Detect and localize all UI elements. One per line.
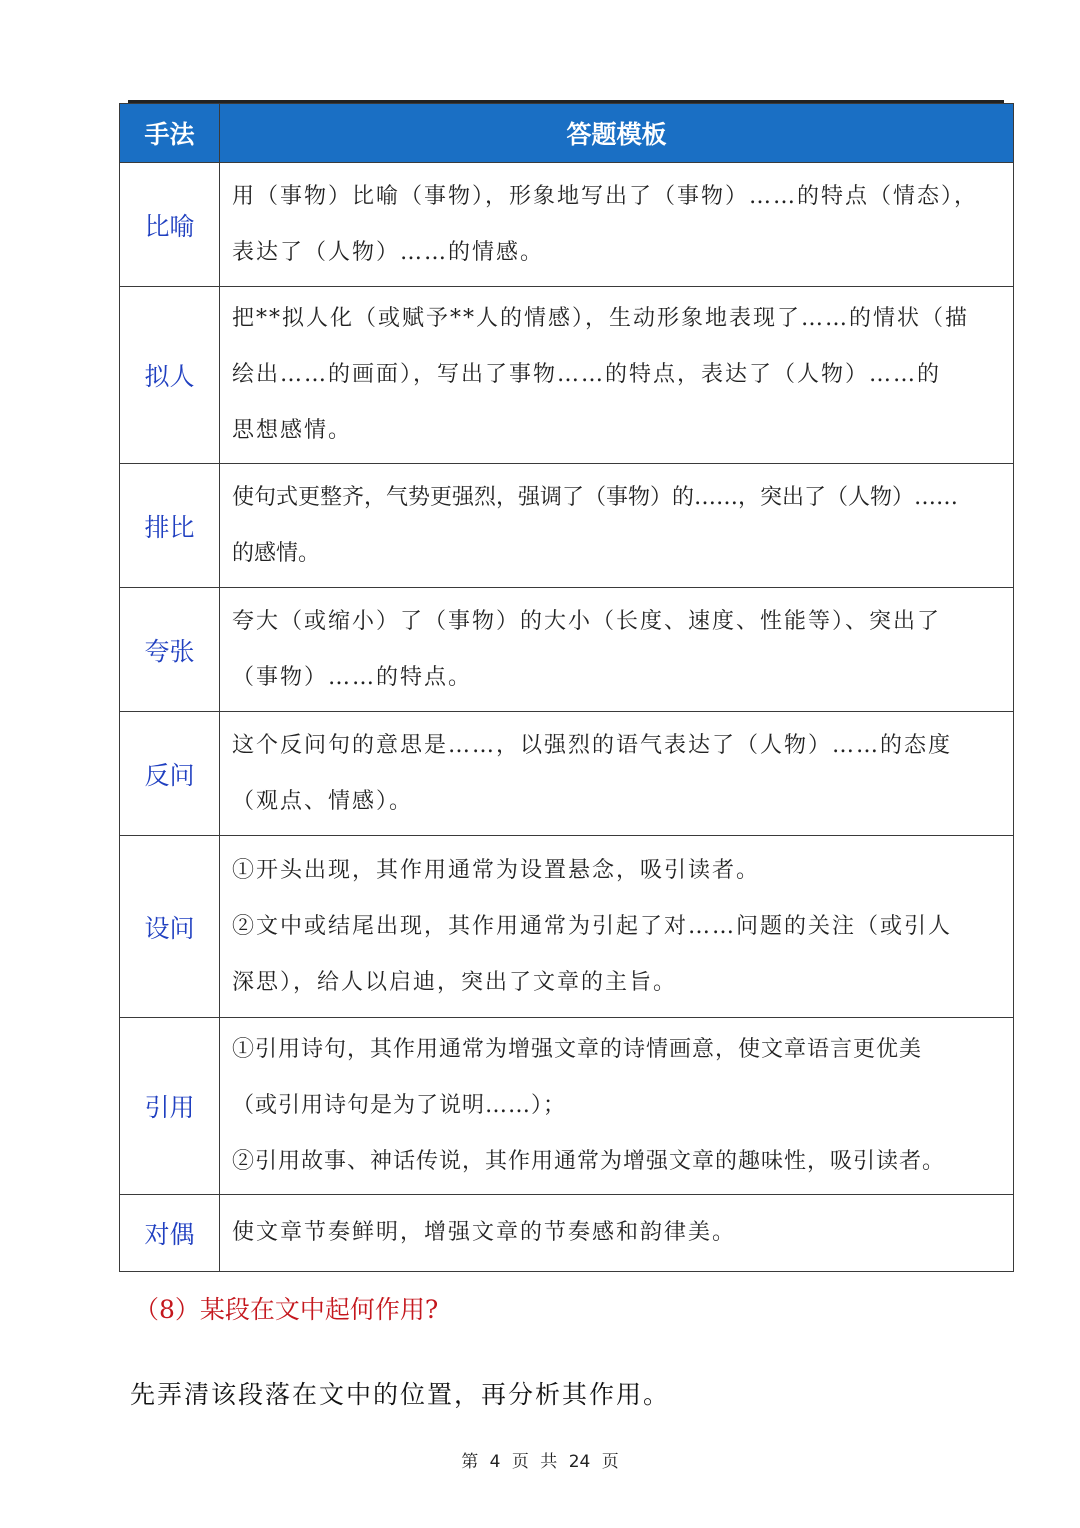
template-line: 的感情。 xyxy=(232,540,321,566)
template-cell xyxy=(220,163,1014,287)
method-cell: 设问 xyxy=(120,836,220,1018)
table-row xyxy=(120,287,1014,464)
table-row xyxy=(120,1018,1014,1195)
template-cell xyxy=(220,712,1014,836)
table-row xyxy=(120,836,1014,1018)
template-line: （事物）……的特点。 xyxy=(232,664,473,690)
method-cell: 比喻 xyxy=(120,163,220,287)
table-row xyxy=(120,464,1014,588)
template-line: 表达了（人物）……的情感。 xyxy=(232,239,545,265)
method-cell: 反问 xyxy=(120,712,220,836)
template-cell xyxy=(220,287,1014,464)
method-cell: 对偶 xyxy=(120,1195,220,1272)
table-row xyxy=(120,1195,1014,1272)
template-cell xyxy=(220,1018,1014,1195)
section-body: 先弄清该段落在文中的位置，再分析其作用。 xyxy=(130,1380,671,1409)
method-cell: 引用 xyxy=(120,1018,220,1195)
template-line: ①引用诗句，其作用通常为增强文章的诗情画意，使文章语言更优美 xyxy=(232,1037,923,1062)
template-line: 使句式更整齐，气势更强烈，强调了（事物）的……，突出了（人物）…… xyxy=(232,484,959,510)
method-cell: 夸张 xyxy=(120,588,220,712)
template-line: 使文章节奏鲜明，增强文章的节奏感和韵律美。 xyxy=(232,1220,737,1245)
template-line: 这个反问句的意思是……，以强烈的语气表达了（人物）……的态度 xyxy=(232,732,953,758)
table-row xyxy=(120,588,1014,712)
template-line: ②引用故事、神话传说，其作用通常为增强文章的趣味性，吸引读者。 xyxy=(232,1149,946,1174)
header-method: 手法 xyxy=(120,104,220,163)
template-line: 绘出……的画面），写出了事物……的特点，表达了（人物）……的 xyxy=(232,362,942,387)
table-row xyxy=(120,712,1014,836)
template-line: （或引用诗句是为了说明……）； xyxy=(232,1093,567,1118)
template-line: （观点、情感）。 xyxy=(232,788,414,814)
template-line: 夸大（或缩小）了（事物）的大小（长度、速度、性能等）、突出了 xyxy=(232,608,942,634)
template-line: 用（事物）比喻（事物），形象地写出了（事物）……的特点（情态）， xyxy=(232,183,979,209)
page-number: 第 4 页 共 24 页 xyxy=(461,1452,619,1472)
table-row xyxy=(120,163,1014,287)
template-cell xyxy=(220,836,1014,1018)
method-cell: 拟人 xyxy=(120,287,220,464)
template-line: ②文中或结尾出现，其作用通常为引起了对……问题的关注（或引人 xyxy=(232,913,953,939)
template-line: 把**拟人化（或赋予**人的情感），生动形象地表现了……的情状（描 xyxy=(232,306,970,331)
template-line: 深思），给人以启迪，突出了文章的主旨。 xyxy=(232,969,678,995)
table-header-row xyxy=(120,104,1014,163)
technique-template-table xyxy=(119,103,1014,1272)
header-template: 答题模板 xyxy=(220,104,1014,163)
template-cell xyxy=(220,1195,1014,1272)
template-cell xyxy=(220,588,1014,712)
template-line: ①开头出现，其作用通常为设置悬念，吸引读者。 xyxy=(232,857,761,883)
method-cell: 排比 xyxy=(120,464,220,588)
section-heading: （8）某段在文中起何作用? xyxy=(134,1295,439,1324)
template-line: 思想感情。 xyxy=(232,418,353,443)
template-cell xyxy=(220,464,1014,588)
